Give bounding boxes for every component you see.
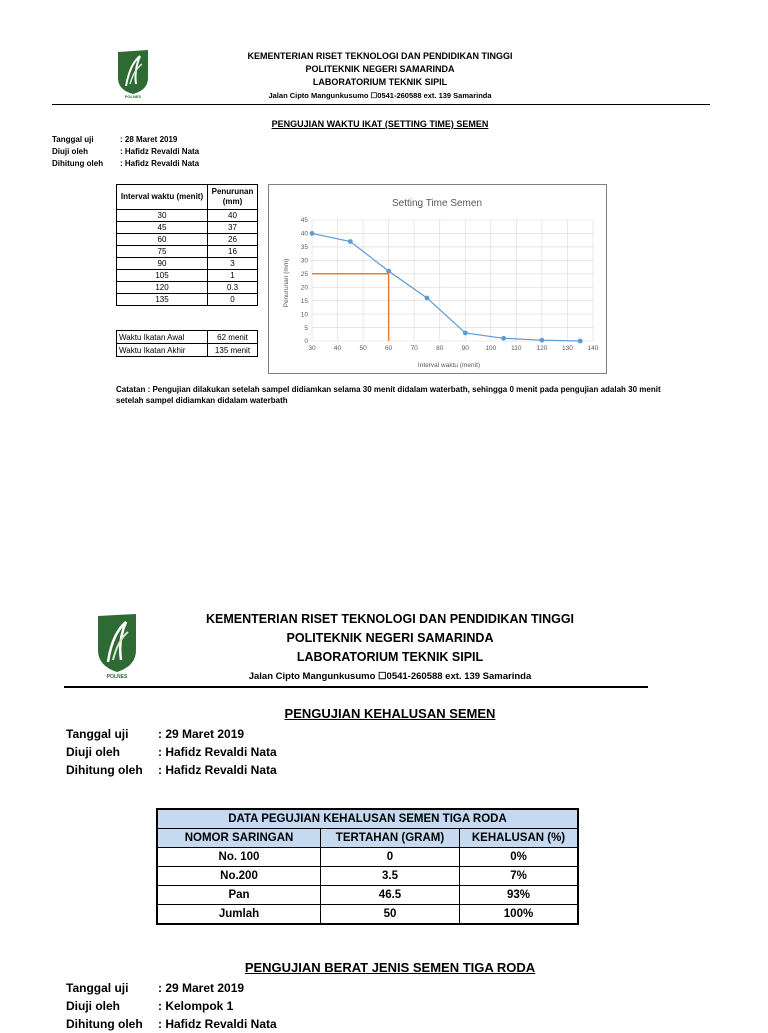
table-row: 75 16 (117, 246, 258, 258)
y-tick-label: 20 (300, 284, 308, 292)
setting-time-title: PENGUJIAN WAKTU IKAT (SETTING TIME) SEMEN (271, 119, 489, 129)
y-tick-label: 35 (300, 244, 308, 252)
table-row: 60 26 (117, 234, 258, 246)
chart-title: Setting Time Semen (391, 198, 483, 209)
summary-value: 62 menit (208, 331, 258, 344)
x-tick-label: 90 (461, 345, 469, 352)
header-polytechnic: POLITEKNIK NEGERI SAMARINDA (305, 64, 455, 74)
x-tick-label: 120 (536, 345, 548, 352)
data-point (348, 239, 353, 244)
x-tick-label: 100 (485, 345, 497, 352)
chart-x-axis-label: Interval waktu (menit) (417, 362, 481, 369)
header-divider (52, 104, 710, 105)
y-tick-label: 10 (300, 311, 308, 319)
table-caption: DATA PEGUJIAN KEHALUSAN SEMEN TIGA RODA (157, 809, 578, 829)
table-header-row (157, 829, 578, 848)
header-address: Jalan Cipto Mangunkusumo ☐0541-260588 ext. 139 Samarinda (268, 91, 492, 100)
meta-row: Tanggal uji : 28 Maret 2019 (52, 135, 178, 144)
x-tick-label: 80 (436, 345, 444, 352)
column-header: KEHALUSAN (%) (460, 829, 579, 848)
setting-time-meta (52, 134, 199, 170)
fineness-title: PENGUJIAN KEHALUSAN SEMEN (284, 706, 496, 721)
setting-time-summary (116, 330, 258, 357)
x-tick-label: 40 (333, 345, 342, 352)
fineness-meta (66, 725, 277, 779)
meta-row: Dihitung oleh : Hafidz Revaldi Nata (66, 1017, 277, 1031)
chart-ticks (301, 217, 599, 352)
table-row: 105 1 (117, 270, 258, 282)
chart-grid (312, 220, 593, 341)
data-point (578, 339, 583, 344)
table-row: No. 100 0 0% (157, 848, 578, 867)
polnes-logo (92, 612, 142, 684)
header-ministry: KEMENTERIAN RISET TEKNOLOGI DAN PENDIDIKAN TINGGI (205, 612, 575, 626)
chart-y-axis-label: Penurunan (mm) (283, 258, 290, 308)
meta-row: Tanggal uji : 29 Maret 2019 (66, 981, 245, 995)
data-point (386, 269, 391, 274)
meta-row: Dihitung oleh : Hafidz Revaldi Nata (66, 763, 277, 777)
data-point (425, 296, 430, 301)
y-tick-label: 0 (304, 338, 308, 346)
column-header: TERTAHAN (GRAM) (321, 829, 460, 848)
data-point (463, 331, 468, 336)
table-header-row (117, 185, 258, 210)
meta-row: Diuji oleh : Hafidz Revaldi Nata (66, 745, 277, 759)
y-tick-label: 30 (300, 257, 308, 265)
logo-label: POLNES (124, 94, 142, 99)
table-row: 30 40 (117, 210, 258, 222)
x-tick-label: 50 (359, 345, 367, 352)
summary-label: Waktu Ikatan Awal (117, 331, 208, 344)
column-header: Penurunan (mm) (208, 185, 258, 210)
data-point (540, 338, 545, 343)
y-tick-label: 5 (304, 324, 308, 332)
table-row (117, 344, 258, 357)
column-header: Interval waktu (menit) (117, 185, 208, 210)
table-row: 135 0 (117, 294, 258, 306)
header-ministry: KEMENTERIAN RISET TEKNOLOGI DAN PENDIDIKAN TINGGI (247, 51, 513, 61)
y-tick-label: 15 (300, 297, 308, 305)
logo-label: POLNES (106, 674, 128, 680)
polnes-logo (112, 48, 154, 102)
summary-value: 135 menit (208, 344, 258, 357)
y-tick-label: 45 (300, 217, 308, 225)
table-row: Jumlah 50 100% (157, 905, 578, 925)
chart-guides (312, 274, 389, 341)
summary-label: Waktu Ikatan Akhir (117, 344, 208, 357)
fineness-table (156, 808, 579, 925)
x-tick-label: 70 (410, 345, 418, 352)
meta-row: Tanggal uji : 29 Maret 2019 (66, 727, 245, 741)
table-caption-row (157, 809, 578, 829)
table-row: 90 3 (117, 258, 258, 270)
column-header: NOMOR SARINGAN (157, 829, 321, 848)
meta-row: Diuji oleh : Hafidz Revaldi Nata (52, 147, 200, 156)
setting-time-note: Catatan : Pengujian dilakukan setelah sampel didiamkan selama 30 menit didalam waterbath, sehingga 0 menit pada pengujian adalah 30 menit setelah sampel didiamkan didalam waterbath (116, 385, 661, 405)
y-tick-label: 40 (300, 230, 308, 238)
chart-canvas (269, 185, 606, 373)
header-polytechnic: POLITEKNIK NEGERI SAMARINDA (286, 631, 494, 645)
x-tick-label: 130 (562, 345, 573, 352)
table-row: 45 37 (117, 222, 258, 234)
table-row: 120 0.3 (117, 282, 258, 294)
setting-time-table (116, 184, 258, 306)
header-laboratory: LABORATORIUM TEKNIK SIPIL (312, 77, 448, 87)
meta-row: Dihitung oleh : Hafidz Revaldi Nata (52, 159, 200, 168)
setting-time-chart (268, 184, 607, 374)
x-tick-label: 60 (385, 345, 393, 352)
table-row: Pan 46.5 93% (157, 886, 578, 905)
y-tick-label: 25 (300, 270, 308, 278)
table-row (117, 331, 258, 344)
header-laboratory: LABORATORIUM TEKNIK SIPIL (296, 650, 484, 664)
meta-row: Diuji oleh : Kelompok 1 (66, 999, 234, 1013)
table-row: No.200 3.5 7% (157, 867, 578, 886)
x-tick-label: 110 (511, 345, 522, 352)
data-point (310, 231, 315, 236)
header-address: Jalan Cipto Mangunkusumo ☐0541-260588 ext. 139 Samarinda (248, 671, 532, 682)
header-divider (64, 686, 648, 688)
data-point (501, 336, 506, 341)
x-tick-label: 140 (587, 345, 599, 352)
specific-gravity-meta (66, 979, 277, 1033)
specific-gravity-title: PENGUJIAN BERAT JENIS SEMEN TIGA RODA (244, 960, 536, 975)
x-tick-label: 30 (308, 345, 316, 352)
